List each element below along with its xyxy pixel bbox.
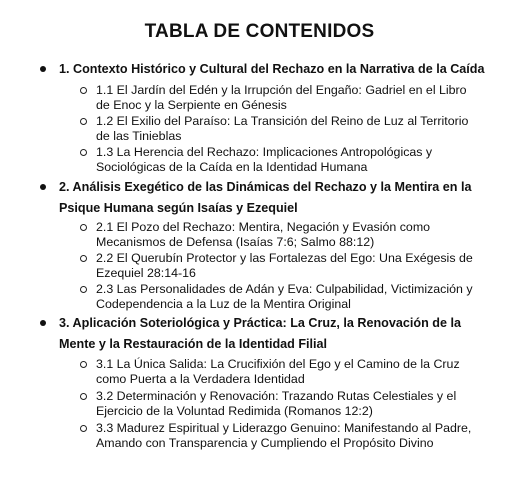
bullet-icon [40, 184, 46, 190]
toc-subitem-label: 2.3 Las Personalidades de Adán y Eva: Culpabilidad, Victimización y Codependencia a la Luz de la Mentira Original [96, 282, 473, 311]
hollow-bullet-icon [80, 255, 87, 262]
toc-sublist [0, 220, 519, 312]
hollow-bullet-icon [80, 224, 87, 231]
hollow-bullet-icon [80, 118, 87, 125]
toc-section [0, 177, 519, 312]
toc-subitem-label: 1.1 El Jardín del Edén y la Irrupción del Engaño: Gadriel en el Libro de Enoc y la Serpiente en Génesis [96, 83, 467, 112]
toc-subitem [0, 220, 519, 250]
hollow-bullet-icon [80, 393, 87, 400]
toc-subitem [0, 83, 519, 113]
toc-list [0, 60, 519, 451]
toc-subitem [0, 357, 519, 387]
toc-section-label: 3. Aplicación Soteriológica y Práctica: La Cruz, la Renovación de la Mente y la Restauración de la Identidad Filial [59, 316, 461, 351]
toc-section [0, 60, 519, 175]
toc-subitem [0, 421, 519, 451]
toc-subitem [0, 282, 519, 312]
toc-subitem-label: 2.1 El Pozo del Rechazo: Mentira, Negación y Evasión como Mecanismos de Defensa (Isaías 7:6; Salmo 88:12) [96, 220, 431, 249]
toc-section-label: 2. Análisis Exegético de las Dinámicas del Rechazo y la Mentira en la Psique Humana según Isaías y Ezequiel [59, 180, 472, 215]
toc-subitem [0, 114, 519, 144]
page-title: TABLA DE CONTENIDOS [144, 21, 375, 42]
toc-subitem-label: 2.2 El Querubín Protector y las Fortalezas del Ego: Una Exégesis de Ezequiel 28:14-16 [96, 251, 473, 280]
hollow-bullet-icon [80, 361, 87, 368]
hollow-bullet-icon [80, 425, 87, 432]
toc-section-heading [0, 313, 519, 355]
toc-subitem [0, 251, 519, 281]
toc-subitem-label: 3.2 Determinación y Renovación: Trazando Rutas Celestiales y el Ejercicio de la Voluntad Redimida (Romanos 12:2) [96, 389, 457, 418]
bullet-icon [40, 320, 46, 326]
bullet-icon [40, 66, 46, 72]
toc-subitem [0, 389, 519, 419]
toc-subitem-label: 1.3 La Herencia del Rechazo: Implicaciones Antropológicas y Sociológicas de la Caída en la Identidad Humana [96, 145, 433, 174]
toc-sublist [0, 357, 519, 451]
toc-subitem [0, 145, 519, 175]
hollow-bullet-icon [80, 149, 87, 156]
toc-section-heading [0, 60, 519, 79]
hollow-bullet-icon [80, 286, 87, 293]
hollow-bullet-icon [80, 87, 87, 94]
toc-subitem-label: 1.2 El Exilio del Paraíso: La Transición del Reino de Luz al Territorio de las Tinieblas [96, 114, 469, 143]
toc-section-heading [0, 177, 519, 219]
toc-sublist [0, 83, 519, 175]
toc-section-label: 1. Contexto Histórico y Cultural del Rechazo en la Narrativa de la Caída [59, 62, 485, 76]
toc-subitem-label: 3.1 La Única Salida: La Crucifixión del Ego y el Camino de la Cruz como Puerta a la Verdadera Identidad [96, 357, 460, 386]
toc-subitem-label: 3.3 Madurez Espiritual y Liderazgo Genuino: Manifestando al Padre, Amando con Transparencia y Cumpliendo el Propósito Divino [96, 421, 472, 450]
toc-section [0, 313, 519, 451]
